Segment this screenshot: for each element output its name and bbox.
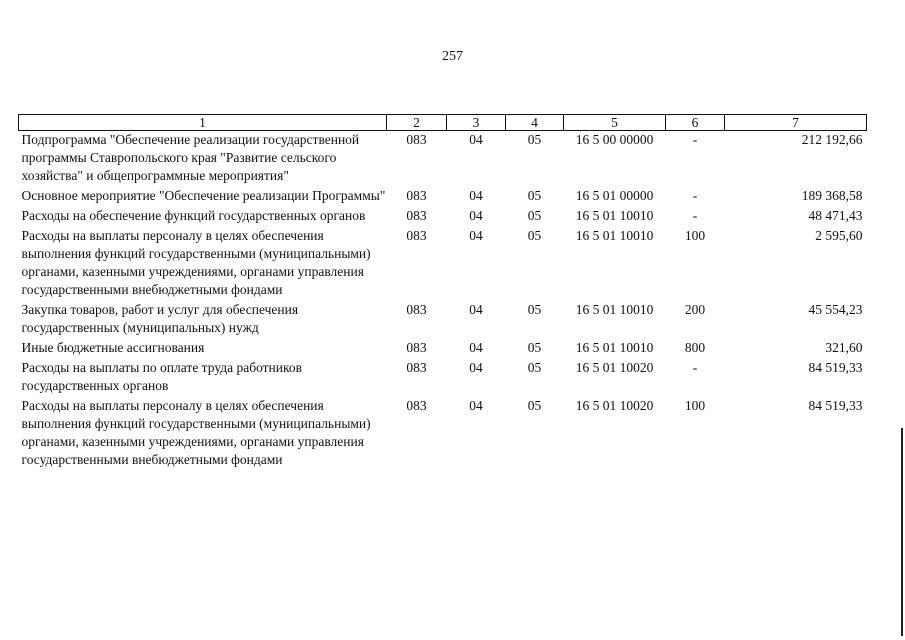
expense-type-code: 800 (684, 340, 706, 355)
section-code: 04 (469, 302, 483, 317)
amount: 189 368,58 (801, 188, 863, 203)
column-header: 3 (447, 115, 506, 131)
section-code: 04 (469, 208, 483, 223)
column-header: 5 (564, 115, 666, 131)
table-row (19, 301, 867, 339)
column-header: 6 (666, 115, 725, 131)
subsection-code: 05 (527, 340, 542, 355)
table-header-row (19, 115, 867, 131)
ministry-code: 083 (406, 132, 427, 147)
target-article-code: 16 5 01 00000 (575, 188, 654, 203)
amount: 2 595,60 (815, 228, 863, 243)
subsection-code: 05 (527, 228, 542, 243)
target-article-code: 16 5 00 00000 (575, 132, 654, 147)
subsection-code: 05 (527, 208, 542, 223)
expense-name: Закупка товаров, работ и услуг для обеспечения государственных (муниципальных) нужд (21, 302, 299, 335)
subsection-code: 05 (527, 302, 542, 317)
expense-name: Иные бюджетные ассигнования (21, 340, 205, 355)
expense-type-code: - (692, 132, 698, 147)
column-header: 4 (506, 115, 564, 131)
scan-edge-line (901, 428, 903, 636)
ministry-code: 083 (406, 398, 427, 413)
expense-type-code: 100 (684, 398, 706, 413)
ministry-code: 083 (406, 302, 427, 317)
amount: 212 192,66 (801, 132, 863, 147)
column-header: 7 (725, 115, 867, 131)
table-row (19, 227, 867, 301)
target-article-code: 16 5 01 10010 (575, 302, 654, 317)
expense-type-code: - (692, 360, 698, 375)
section-code: 04 (469, 188, 483, 203)
section-code: 04 (469, 132, 483, 147)
table-row (19, 359, 867, 397)
ministry-code: 083 (406, 188, 427, 203)
expense-name: Подпрограмма "Обеспечение реализации государственной программы Ставропольского края "Развитие сельского хозяйства" и общепрограммные мероприятия" (21, 132, 360, 183)
section-code: 04 (469, 228, 483, 243)
budget-table (18, 114, 867, 471)
target-article-code: 16 5 01 10020 (575, 398, 654, 413)
section-code: 04 (469, 398, 483, 413)
table-row (19, 397, 867, 471)
expense-name: Расходы на выплаты персоналу в целях обеспечения выполнения функций государственными (муниципальными) органами, казенными учреждениями, органами управления государственными внебюджетными фондами (21, 228, 371, 297)
expense-type-code: 200 (684, 302, 706, 317)
expense-type-code: - (692, 208, 698, 223)
amount: 84 519,33 (808, 360, 863, 375)
table-row (19, 187, 867, 207)
page-number: 257 (442, 49, 463, 64)
subsection-code: 05 (527, 188, 542, 203)
column-header: 1 (19, 115, 387, 131)
expense-name: Основное мероприятие "Обеспечение реализации Программы" (21, 188, 386, 203)
amount: 321,60 (825, 340, 863, 355)
subsection-code: 05 (527, 132, 542, 147)
section-code: 04 (469, 360, 483, 375)
target-article-code: 16 5 01 10010 (575, 340, 654, 355)
target-article-code: 16 5 01 10010 (575, 228, 654, 243)
ministry-code: 083 (406, 228, 427, 243)
amount: 48 471,43 (808, 208, 863, 223)
expense-name: Расходы на выплаты персоналу в целях обеспечения выполнения функций государственными (муниципальными) органами, казенными учреждениями, органами управления государственными внебюджетными фондами (21, 398, 371, 467)
section-code: 04 (469, 340, 483, 355)
ministry-code: 083 (406, 208, 427, 223)
expense-type-code: 100 (684, 228, 706, 243)
target-article-code: 16 5 01 10010 (575, 208, 654, 223)
column-header: 2 (387, 115, 447, 131)
amount: 84 519,33 (808, 398, 863, 413)
amount: 45 554,23 (808, 302, 863, 317)
subsection-code: 05 (527, 398, 542, 413)
ministry-code: 083 (406, 360, 427, 375)
expense-name: Расходы на обеспечение функций государственных органов (21, 208, 366, 223)
expense-name: Расходы на выплаты по оплате труда работников государственных органов (21, 360, 302, 393)
expense-type-code: - (692, 188, 698, 203)
table-row (19, 131, 867, 188)
table-row (19, 339, 867, 359)
subsection-code: 05 (527, 360, 542, 375)
target-article-code: 16 5 01 10020 (575, 360, 654, 375)
table-row (19, 207, 867, 227)
ministry-code: 083 (406, 340, 427, 355)
